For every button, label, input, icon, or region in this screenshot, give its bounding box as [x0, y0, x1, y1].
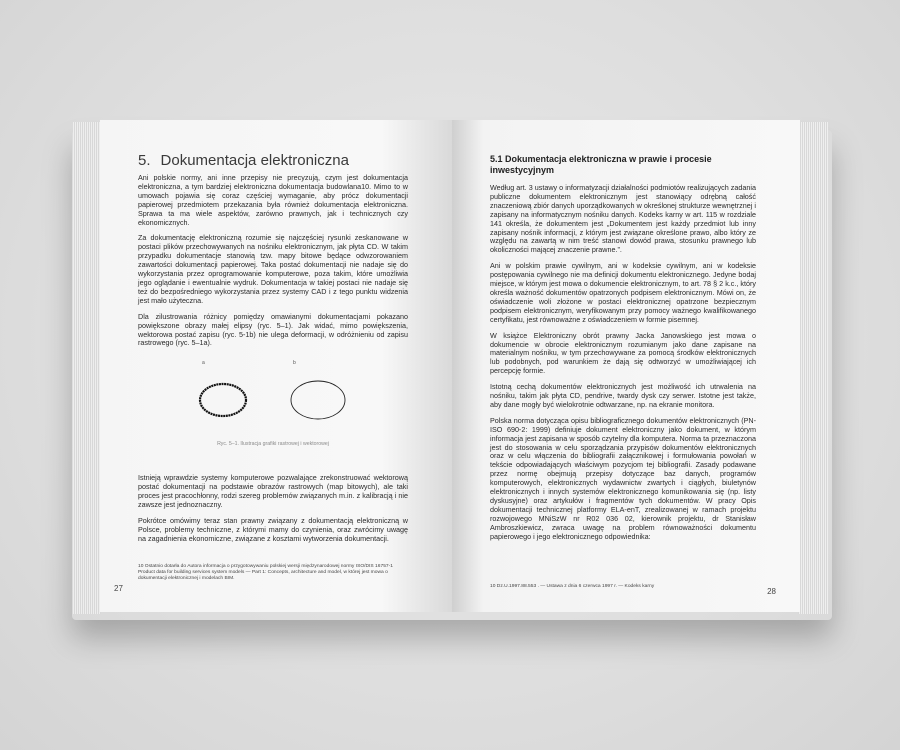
- paragraph: Istotną cechą dokumentów elektronicznych jest możliwość ich utrwalenia na nośniku, takim jak płyta CD, pendrive, twardy dysk czy serwer. Istotne jest także, aby dane mogły być wielokrotnie odtwarzane, np. na ekranie monitora.: [490, 382, 756, 409]
- vector-ellipse: [291, 381, 345, 419]
- paragraph: Według art. 3 ustawy o informatyzacji działalności podmiotów realizujących zadania publiczne dokumentem elektronicznym jest stanowiący odrębną całość znaczeniową zbiór danych uporządkowanych w określonej strukturze wewnętrznej i zapisany na informatycznym nośniku danych. Kodeks karny w art. 115 w rozdziale 141 określa, że dokumentem jest „Dokumentem jest każdy przedmiot lub inny zapisany nośnik informacji, z którym jest związane określone prawo, albo który ze względu na zawartą w nim treść stanowi dowód prawa, stosunku prawnego lub okoliczności mającej znaczenie prawne.”.: [490, 183, 756, 255]
- right-page: [452, 120, 800, 612]
- page-number: 28: [767, 587, 776, 596]
- page-edges-right: [798, 122, 828, 614]
- figure-label-b: b: [293, 360, 296, 367]
- footnote: 10 Ostatnio dotarła do Autora informacja o przygotowywaniu polskiej wersji międzynarodowej normy ISO/DIS 16757-1 Product data for building services system models — Part 1: Concepts, architecture and model, w której jest mowa o dokumentacji elektronicznej i modelach BIM.: [138, 564, 393, 582]
- figure-ellipses: [138, 355, 408, 437]
- paragraph: Ani polskie normy, ani inne przepisy nie precyzują, czym jest dokumentacja elektroniczna, a tym bardziej elektroniczna dokumentacja budowlana10. Mimo to w umowach pojawia się coraz częściej wymaganie, aby prócz dokumentacji papierowej przedmiotem przekazania była również dokumentacja elektroniczna. Sprawa ta ma wiele aspektów, zarówno prawnych, jak i technicznych czy ekonomicznych.: [138, 173, 408, 227]
- chapter-number: 5.: [138, 152, 151, 169]
- paragraph: W książce Elektroniczny obrót prawny Jacka Janowskiego jest mowa o dokumencie w obrocie elektronicznym rozumianym jako dane zapisane na materialnym nośniku, w tym przechowywane za pomocą środków elektronicznych lub podobnych, pod warunkiem że dają się odtworzyć w umożliwiającej ich percepcję formie.: [490, 330, 756, 376]
- section-title: [490, 154, 756, 176]
- chapter-title: [138, 152, 408, 170]
- section-title-text: Dokumentacja elektroniczna w prawie i procesie inwestycyjnym: [490, 154, 712, 175]
- paragraph: Za dokumentację elektroniczną rozumie się najczęściej rysunki zeskanowane w postaci plików przechowywanych na nośniku elektronicznym, jak płyta CD. W takim przypadku dokumentacje stanowią tzw. mapy bitowe będące odwzorowaniem zawartości dokumentacji papierowej. Taka postać dokumentacji nie nadaje się do wykorzystania przez oprogramowanie komputerowe, poza takim, które umożliwia jego oglądanie i ewentualnie wydruk. Dokumentacja w takiej postaci nie nadaje się też do bezpośredniego wykorzystania przez systemy CAD i z tego punktu widzenia jest mało użyteczna.: [138, 233, 408, 305]
- paragraph: Istnieją wprawdzie systemy komputerowe pozwalające zrekonstruować wektorową postać dokumentacji na podstawie obrazów rastrowych (map bitowych), ale taki proces jest pracochłonny, rodzi szereg problemów związanych m.in. z kalibracją i nie zawsze jest jednoznaczny.: [138, 473, 408, 510]
- chapter-title-text: Dokumentacja elektroniczna: [160, 152, 349, 169]
- page-edges-left: [73, 122, 101, 614]
- paragraph: Ani w polskim prawie cywilnym, ani w kodeksie cywilnym, ani w kodeksie postępowania cywilnego nie ma definicji dokumentu elektronicznego. Jedyne bodaj miejsce, w którym jest mowa o dokumencie elektronicznym, to art. 78 § 2 k.c., który określa ważność dokumentów opatrzonych podpisem elektronicznym. Mówi on, że oświadczenie woli złożone w postaci elektronicznej opatrzone bezpiecznym podpisem elektronicznym, weryfikowanym przy pomocy ważnego kwalifikowanego certyfikatu, jest równoważne z oświadczeniem w formie pisemnej.: [490, 261, 756, 324]
- page-number: 27: [114, 584, 123, 593]
- ellipse-figure-graphic: [186, 355, 366, 435]
- right-page-content: [490, 154, 756, 549]
- paragraph: Pokrótce omówimy teraz stan prawny związany z dokumentacją elektroniczną w Polsce, problemy techniczne, z którymi mamy do czynienia, oraz zwrócimy uwagę na zagadnienia ekonomiczne, związane z kosztami wytworzenia dokumentacji.: [138, 515, 408, 543]
- left-page: [100, 120, 452, 612]
- footnote: 10 Dz.U.1997.88.553 . — Ustawa z dnia 6 czerwca 1997 r. — Kodeks karny: [490, 584, 655, 589]
- paragraph: Dla zilustrowania różnicy pomiędzy omawianymi dokumentacjami pokazano powiększone obrazy małej elipsy (ryc. 5–1). Jak widać, mimo powiększenia, wektorowa postać zapisu (ryc. 5-1b) nie ulega deformacji, w odróżnieniu od zapisu rastrowego (ryc. 5–1a).: [138, 311, 408, 348]
- section-number: 5.1: [490, 154, 503, 164]
- figure-label-a: a: [202, 360, 205, 367]
- paragraph: Polska norma dotycząca opisu bibliograficznego dokumentów elektronicznych (PN-ISO 690-2: 1999) definiuje dokument elektroniczny jako dokument, w którym informacja jest zapisana w sposób czytelny dla komputera. Norma ta przeznaczona jest do stosowania w celu sporządzania przypisów dokumentów elektronicznych oraz w celu włączenia do bibliografii załącznikowej i formułowania powołań w tekście odpowiadających właściwym pozycjom tej bibliografii. Zasady podawane przez normę obejmują przepisy dotyczące baz danych, programów komputerowych, elektronicznych wydawnictw zwartych i ciągłych, biuletynów elektronicznych i innych systemów elektronicznego komunikowania się (np. listy dyskusyjne) oraz artykułów i fragmentów tych dokumentów. W pracy Opis dokumentacji technicznej platformy ELA-enT, zrealizowanej w ramach projektu rozwojowego MNiSzW nr R02 036 02, kierownik projektu, dr Stanisław Ambroszkiewicz, zwraca uwagę na problem równoważności dokumentu papierowego i jego elektronicznego odpowiednika:: [490, 415, 756, 541]
- left-page-content: [138, 152, 408, 551]
- figure-caption: Ryc. 5–1. Ilustracja grafiki rastrowej i wektorowej: [217, 441, 329, 448]
- raster-ellipse: [200, 384, 246, 416]
